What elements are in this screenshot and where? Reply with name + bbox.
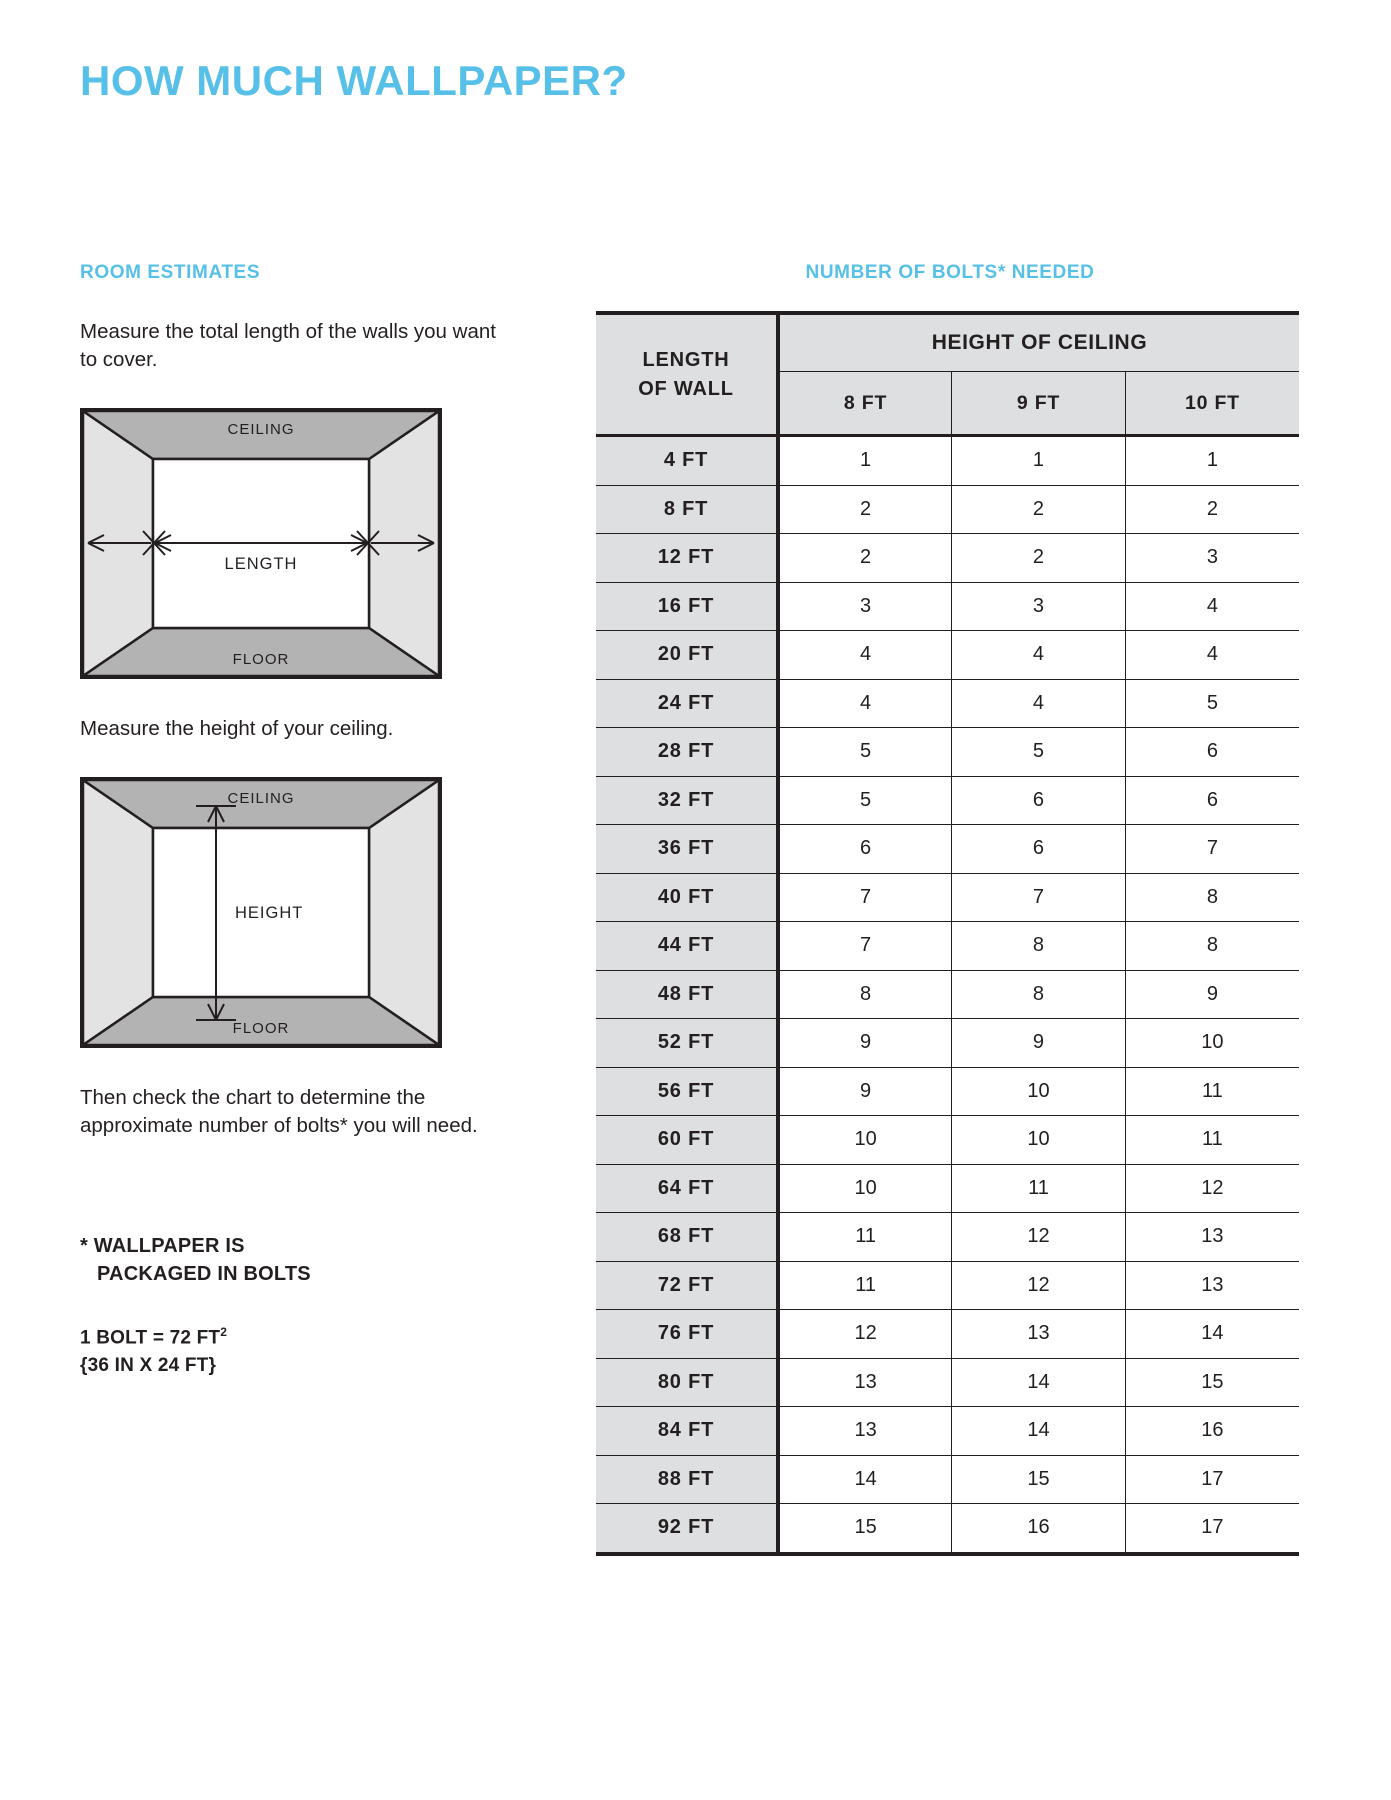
- cell-8ft: 5: [778, 728, 952, 777]
- cell-8ft: 2: [778, 485, 952, 534]
- bolts-table-header-row-1: [596, 313, 1299, 372]
- cell-8ft: 6: [778, 825, 952, 874]
- room-diagram-length-graphic: [83, 411, 439, 676]
- cell-10ft: 6: [1125, 728, 1299, 777]
- row-length-label: 16 FT: [596, 582, 778, 631]
- cell-9ft: 6: [952, 776, 1126, 825]
- cell-9ft: 7: [952, 873, 1126, 922]
- table-row: [596, 970, 1299, 1019]
- cell-10ft: 6: [1125, 776, 1299, 825]
- cell-8ft: 13: [778, 1407, 952, 1456]
- bolt-definition-area: 1 BOLT = 72 FT: [80, 1327, 221, 1349]
- table-row: [596, 873, 1299, 922]
- row-length-label: 88 FT: [596, 1455, 778, 1504]
- cell-10ft: 17: [1125, 1455, 1299, 1504]
- row-length-label: 40 FT: [596, 873, 778, 922]
- row-length-label: 48 FT: [596, 970, 778, 1019]
- page-title: HOW MUCH WALLPAPER?: [80, 57, 628, 104]
- cell-10ft: 1: [1125, 436, 1299, 486]
- table-row: [596, 582, 1299, 631]
- table-row: [596, 1116, 1299, 1165]
- cell-10ft: 2: [1125, 485, 1299, 534]
- header-length-of-wall: [596, 313, 778, 436]
- header-height-of-ceiling: HEIGHT OF CEILING: [778, 313, 1299, 372]
- row-length-label: 76 FT: [596, 1310, 778, 1359]
- cell-10ft: 11: [1125, 1116, 1299, 1165]
- cell-9ft: 11: [952, 1164, 1126, 1213]
- table-row: [596, 1358, 1299, 1407]
- table-row: [596, 922, 1299, 971]
- bolt-definition-line-1: [80, 1318, 500, 1352]
- cell-10ft: 8: [1125, 873, 1299, 922]
- cell-10ft: 13: [1125, 1261, 1299, 1310]
- row-length-label: 64 FT: [596, 1164, 778, 1213]
- cell-8ft: 8: [778, 970, 952, 1019]
- header-length-of-wall-line1: LENGTH: [642, 348, 730, 371]
- cell-8ft: 3: [778, 582, 952, 631]
- step-3-text: Then check the chart to determine the approximate number of bolts* you will need.: [80, 1086, 478, 1137]
- cell-9ft: 12: [952, 1261, 1126, 1310]
- cell-9ft: 14: [952, 1358, 1126, 1407]
- cell-10ft: 12: [1125, 1164, 1299, 1213]
- bolt-definition-exponent: 2: [220, 1325, 228, 1339]
- table-row: [596, 1164, 1299, 1213]
- header-column-9ft: 9 FT: [952, 372, 1126, 436]
- cell-10ft: 15: [1125, 1358, 1299, 1407]
- bolt-definition-line-2: {36 IN X 24 FT}: [80, 1355, 217, 1377]
- row-length-label: 12 FT: [596, 534, 778, 583]
- room-estimates-column: [80, 262, 500, 1380]
- footnote-line-1: * WALLPAPER IS: [80, 1235, 245, 1257]
- cell-8ft: 10: [778, 1116, 952, 1165]
- cell-8ft: 4: [778, 631, 952, 680]
- cell-10ft: 3: [1125, 534, 1299, 583]
- row-length-label: 20 FT: [596, 631, 778, 680]
- cell-8ft: 11: [778, 1213, 952, 1262]
- table-row: [596, 1019, 1299, 1068]
- cell-8ft: 4: [778, 679, 952, 728]
- cell-9ft: 8: [952, 922, 1126, 971]
- step-2-text: Measure the height of your ceiling.: [80, 717, 394, 740]
- table-row: [596, 1455, 1299, 1504]
- bolts-table: [596, 311, 1299, 1556]
- step-1-text: Measure the total length of the walls you want to cover.: [80, 320, 496, 371]
- table-row: [596, 825, 1299, 874]
- diagram1-floor-label: FLOOR: [232, 651, 290, 668]
- cell-10ft: 11: [1125, 1067, 1299, 1116]
- cell-8ft: 12: [778, 1310, 952, 1359]
- cell-8ft: 13: [778, 1358, 952, 1407]
- cell-9ft: 12: [952, 1213, 1126, 1262]
- row-length-label: 8 FT: [596, 485, 778, 534]
- table-row: [596, 1504, 1299, 1554]
- cell-10ft: 9: [1125, 970, 1299, 1019]
- cell-10ft: 4: [1125, 582, 1299, 631]
- bolt-definition: [80, 1318, 500, 1380]
- diagram1-ceiling-label: CEILING: [227, 421, 295, 438]
- footnote-line-2: PACKAGED IN BOLTS: [97, 1263, 311, 1285]
- header-length-of-wall-line2: OF WALL: [638, 377, 734, 400]
- diagram2-dimension-label: HEIGHT: [235, 904, 304, 922]
- cell-9ft: 2: [952, 534, 1126, 583]
- table-row: [596, 1407, 1299, 1456]
- table-row: [596, 436, 1299, 486]
- cell-8ft: 15: [778, 1504, 952, 1554]
- table-row: [596, 631, 1299, 680]
- table-row: [596, 534, 1299, 583]
- cell-8ft: 14: [778, 1455, 952, 1504]
- cell-9ft: 3: [952, 582, 1126, 631]
- row-length-label: 60 FT: [596, 1116, 778, 1165]
- cell-9ft: 10: [952, 1067, 1126, 1116]
- bolts-table-head: [596, 313, 1299, 436]
- cell-9ft: 4: [952, 679, 1126, 728]
- table-row: [596, 1261, 1299, 1310]
- section-title-bolts-needed: NUMBER OF BOLTS* NEEDED: [805, 262, 1095, 283]
- cell-9ft: 10: [952, 1116, 1126, 1165]
- table-row: [596, 1213, 1299, 1262]
- cell-10ft: 5: [1125, 679, 1299, 728]
- row-length-label: 80 FT: [596, 1358, 778, 1407]
- cell-8ft: 5: [778, 776, 952, 825]
- cell-9ft: 15: [952, 1455, 1126, 1504]
- cell-10ft: 10: [1125, 1019, 1299, 1068]
- row-length-label: 28 FT: [596, 728, 778, 777]
- cell-8ft: 9: [778, 1067, 952, 1116]
- bolts-table-column: [596, 262, 1316, 1556]
- cell-8ft: 9: [778, 1019, 952, 1068]
- table-row: [596, 1310, 1299, 1359]
- row-length-label: 68 FT: [596, 1213, 778, 1262]
- header-column-10ft: 10 FT: [1125, 372, 1299, 436]
- row-length-label: 44 FT: [596, 922, 778, 971]
- cell-9ft: 16: [952, 1504, 1126, 1554]
- cell-8ft: 11: [778, 1261, 952, 1310]
- header-column-8ft: 8 FT: [778, 372, 952, 436]
- cell-10ft: 8: [1125, 922, 1299, 971]
- diagram2-ceiling-label: CEILING: [227, 790, 295, 807]
- room-diagram-length: [80, 408, 442, 679]
- cell-10ft: 13: [1125, 1213, 1299, 1262]
- row-length-label: 24 FT: [596, 679, 778, 728]
- bolts-table-body: [596, 436, 1299, 1554]
- cell-9ft: 9: [952, 1019, 1126, 1068]
- cell-9ft: 13: [952, 1310, 1126, 1359]
- row-length-label: 52 FT: [596, 1019, 778, 1068]
- cell-8ft: 7: [778, 873, 952, 922]
- cell-9ft: 14: [952, 1407, 1126, 1456]
- table-row: [596, 776, 1299, 825]
- cell-8ft: 1: [778, 436, 952, 486]
- table-row: [596, 485, 1299, 534]
- row-length-label: 36 FT: [596, 825, 778, 874]
- cell-10ft: 16: [1125, 1407, 1299, 1456]
- row-length-label: 4 FT: [596, 436, 778, 486]
- cell-8ft: 7: [778, 922, 952, 971]
- cell-10ft: 17: [1125, 1504, 1299, 1554]
- table-row: [596, 1067, 1299, 1116]
- cell-8ft: 2: [778, 534, 952, 583]
- footnote-wallpaper-bolts: [80, 1232, 500, 1288]
- cell-9ft: 5: [952, 728, 1126, 777]
- cell-10ft: 7: [1125, 825, 1299, 874]
- row-length-label: 84 FT: [596, 1407, 778, 1456]
- diagram2-floor-label: FLOOR: [232, 1020, 290, 1037]
- cell-10ft: 14: [1125, 1310, 1299, 1359]
- cell-9ft: 4: [952, 631, 1126, 680]
- cell-9ft: 2: [952, 485, 1126, 534]
- row-length-label: 32 FT: [596, 776, 778, 825]
- row-length-label: 56 FT: [596, 1067, 778, 1116]
- table-row: [596, 679, 1299, 728]
- cell-8ft: 10: [778, 1164, 952, 1213]
- row-length-label: 92 FT: [596, 1504, 778, 1554]
- table-row: [596, 728, 1299, 777]
- cell-9ft: 8: [952, 970, 1126, 1019]
- cell-10ft: 4: [1125, 631, 1299, 680]
- diagram1-dimension-label: LENGTH: [224, 555, 298, 573]
- section-title-room-estimates: ROOM ESTIMATES: [80, 262, 261, 283]
- cell-9ft: 1: [952, 436, 1126, 486]
- cell-9ft: 6: [952, 825, 1126, 874]
- row-length-label: 72 FT: [596, 1261, 778, 1310]
- room-diagram-height: [80, 777, 442, 1048]
